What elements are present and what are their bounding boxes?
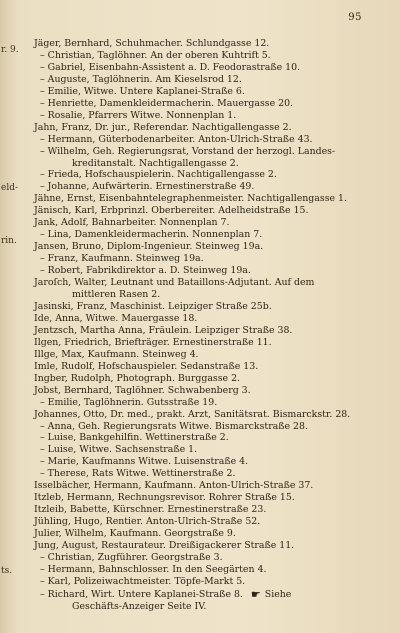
entry-line: – Marie, Kaufmanns Witwe. Luisenstraße 4. <box>40 456 249 468</box>
entry-line: Jansen, Bruno, Diplom-Ingenieur. Steinweg 19a. <box>34 241 264 253</box>
pointing-hand-icon: ☛ <box>250 587 261 601</box>
entry-line: – Emilie, Taglöhnerin. Gutsstraße 19. <box>40 396 218 408</box>
entry-line: – Therese, Rats Witwe. Wettinerstraße 2. <box>40 468 236 480</box>
entry-line: – Rosalie, Pfarrers Witwe. Nonnenplan 1. <box>40 109 237 121</box>
entry-line: Itzleib, Babette, Kürschner. Ernestinerstraße 23. <box>34 504 267 516</box>
entry-line: Jentzsch, Martha Anna, Fräulein. Leipziger Straße 38. <box>34 324 293 336</box>
entry-line: Johannes, Otto, Dr. med., prakt. Arzt, Sanitätsrat. Bismarckstr. 28. <box>34 408 351 420</box>
entry-line: Ide, Anna, Witwe. Mauergasse 18. <box>34 312 198 324</box>
entry-line: Imle, Rudolf, Hofschauspieler. Sedanstraße 13. <box>34 360 259 372</box>
entry-line: – Gabriel, Eisenbahn-Assistent a. D. Feodorastraße 10. <box>40 61 301 73</box>
entry-line: – Franz, Kaufmann. Steinweg 19a. <box>40 253 204 265</box>
entry-line: – Hermann, Bahnschlosser. In den Seegärten 4. <box>40 563 267 575</box>
entry-line: – Lina, Damenkleidermacherin. Nonnenplan 7. <box>40 229 263 241</box>
margin-note: rin. <box>1 236 17 246</box>
margin-note: ts. <box>1 566 13 576</box>
margin-note: eld- <box>1 183 19 193</box>
entry-text: – Richard, Wirt. Untere Kaplanei-Straße 8. <box>40 588 243 600</box>
entry-line: – Christian, Taglöhner. An der oberen Kuhtrift 5. <box>40 49 271 61</box>
entry-line: – Karl, Polizeiwachtmeister. Töpfe-Markt 5. <box>40 575 246 587</box>
entry-line: – Frieda, Hofschauspielerin. Nachtigallengasse 2. <box>40 169 277 181</box>
entry-line: Jäger, Bernhard, Schuhmacher. Schlundgasse 12. <box>34 38 270 49</box>
entry-line: – Luise, Bankgehilfin. Wettinerstraße 2. <box>40 432 229 444</box>
see-reference: Siehe <box>264 588 292 600</box>
entry-line: Jobst, Bernhard, Taglöhner. Schwabenberg 3. <box>34 384 251 396</box>
entry-line: Jasinski, Franz, Maschinist. Leipziger Straße 25b. <box>34 300 272 312</box>
entry-line: Julier, Wilhelm, Kaufmann. Georgstraße 9. <box>34 528 236 540</box>
entry-line: Jänisch, Karl, Erbprinzl. Oberbereiter. Adelheidstraße 15. <box>34 205 309 217</box>
entry-line: Geschäfts-Anzeiger Seite IV. <box>72 600 207 612</box>
entry-line: Jaroſch, Walter, Leutnant und Bataillons-Adjutant. Auf dem <box>34 277 315 289</box>
entry-line: mittleren Rasen 2. <box>72 289 161 301</box>
entry-line: Isselbächer, Hermann, Kaufmann. Anton-Ulrich-Straße 37. <box>34 480 314 492</box>
entry-line: – Luise, Witwe. Sachsenstraße 1. <box>40 444 198 456</box>
entry-line: – Christian, Zugführer. Georgstraße 3. <box>40 551 223 563</box>
entry-line: – Robert, Fabrikdirektor a. D. Steinweg 19a. <box>40 265 251 277</box>
entry-line: – Emilie, Witwe. Untere Kaplanei-Straße 6. <box>40 85 245 97</box>
entry-line: Illge, Max, Kaufmann. Steinweg 4. <box>34 348 199 360</box>
entry-line: Ilgen, Friedrich, Briefträger. Ernestinerstraße 11. <box>34 336 272 348</box>
entry-line: – Hermann, Güterbodenarbeiter. Anton-Ulrich-Straße 43. <box>40 133 313 145</box>
entry-line: – Anna, Geh. Regierungsrats Witwe. Bismarckstraße 28. <box>40 420 308 432</box>
entry-line: – Henriette, Damenkleidermacherin. Mauergasse 20. <box>40 97 294 109</box>
page-number: 95 <box>348 12 362 23</box>
entry-line: Ingber, Rudolph, Photograph. Burggasse 2. <box>34 372 241 384</box>
address-entries <box>34 38 392 613</box>
entry-line: kreditanstalt. Nachtigallengasse 2. <box>72 157 239 169</box>
entry-line: Itzleb, Hermann, Rechnungsrevisor. Rohrer Straße 15. <box>34 492 295 504</box>
entry-line: Jühling, Hugo, Rentier. Anton-Ulrich-Straße 52. <box>34 516 261 528</box>
entry-line: Jähne, Ernst, Eisenbahntelegraphenmeister. Nachtigallengasse 1. <box>34 193 347 205</box>
margin-note: r. 9. <box>1 45 19 55</box>
entry-line: Jung, August, Restaurateur. Dreißigackerer Straße 11. <box>34 540 295 552</box>
entry-line-with-reference <box>34 588 392 601</box>
entry-line: Jank, Adolf, Bahnarbeiter. Nonnenplan 7. <box>34 217 230 229</box>
entry-line: Jahn, Franz, Dr. jur., Referendar. Nachtigallengasse 2. <box>34 121 292 133</box>
entry-line: – Wilhelm, Geh. Regierungsrat, Vorstand der herzogl. Landes- <box>40 145 336 157</box>
entry-line: – Auguste, Taglöhnerin. Am Kieselsrod 12. <box>40 73 242 85</box>
left-gutter <box>0 0 30 633</box>
entry-line: – Johanne, Aufwärterin. Ernestinerstraße 49. <box>40 181 255 193</box>
